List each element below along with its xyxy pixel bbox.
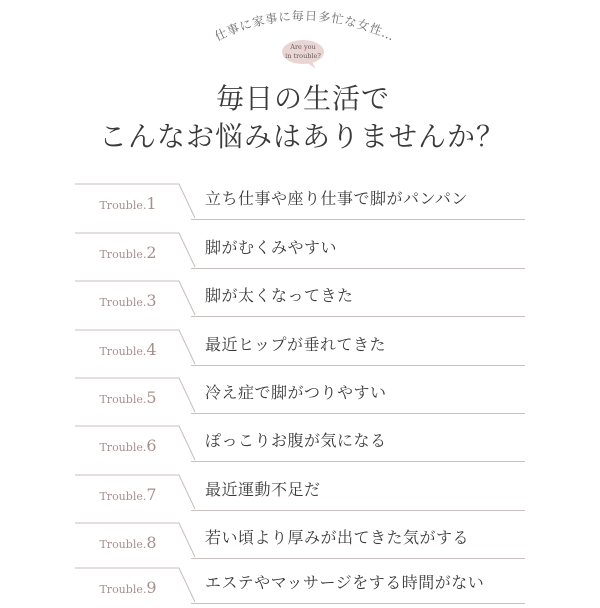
row-divider <box>191 219 525 220</box>
row-divider <box>191 461 525 462</box>
trouble-label: Trouble.3 <box>99 291 157 310</box>
trouble-label: Trouble.8 <box>99 533 157 552</box>
trouble-row-1 <box>75 176 525 224</box>
trouble-row-8 <box>75 515 525 563</box>
trouble-text: 立ち仕事や座り仕事で脚がパンパン <box>205 189 468 208</box>
trouble-text: 最近ヒップが垂れてきた <box>205 335 387 354</box>
bubble-line-1: Are you <box>290 43 316 51</box>
trouble-text: ぽっこりお腹が気になる <box>205 431 387 450</box>
trouble-tab <box>75 374 195 414</box>
trouble-label: Trouble.6 <box>99 436 157 455</box>
trouble-tab <box>75 519 195 559</box>
row-divider <box>191 365 525 366</box>
bubble-line-2: in trouble? <box>285 52 321 60</box>
trouble-tab <box>75 326 195 366</box>
trouble-label: Trouble.4 <box>99 340 157 359</box>
title-line-2: こんなお悩みはありませんか？ <box>98 120 505 153</box>
trouble-row-7 <box>75 467 525 515</box>
trouble-row-5 <box>75 370 525 418</box>
trouble-text: 最近運動不足だ <box>205 480 321 499</box>
trouble-row-4 <box>75 322 525 370</box>
row-divider <box>191 316 525 317</box>
trouble-row-2 <box>75 225 525 273</box>
row-divider <box>191 268 525 269</box>
row-divider <box>191 603 525 604</box>
trouble-row-6 <box>75 418 525 466</box>
trouble-label: Trouble.7 <box>99 485 157 504</box>
title-line-1: 毎日の生活で <box>215 82 390 115</box>
trouble-text: 脚がむくみやすい <box>205 238 338 257</box>
row-divider <box>191 558 525 559</box>
trouble-tab <box>75 180 195 220</box>
trouble-text: エステやマッサージをする時間がない <box>205 573 485 592</box>
trouble-text: 冷え症で脚がつりやすい <box>205 383 387 402</box>
trouble-row-9 <box>75 560 525 608</box>
trouble-tab <box>75 564 195 604</box>
trouble-tab <box>75 471 195 511</box>
trouble-label: Trouble.5 <box>99 388 157 407</box>
trouble-row-3 <box>75 273 525 321</box>
row-divider <box>191 413 525 414</box>
trouble-tab <box>75 422 195 462</box>
trouble-label: Trouble.1 <box>99 194 157 213</box>
trouble-label: Trouble.2 <box>99 243 157 262</box>
trouble-text: 若い頃より厚みが出てきた気がする <box>205 528 470 547</box>
trouble-tab <box>75 229 195 269</box>
trouble-label: Trouble.9 <box>99 578 157 597</box>
trouble-tab <box>75 277 195 317</box>
row-divider <box>191 510 525 511</box>
trouble-text: 脚が太くなってきた <box>205 286 354 305</box>
arc-caption: 仕事に家事に毎日多忙な女性… <box>212 8 398 44</box>
